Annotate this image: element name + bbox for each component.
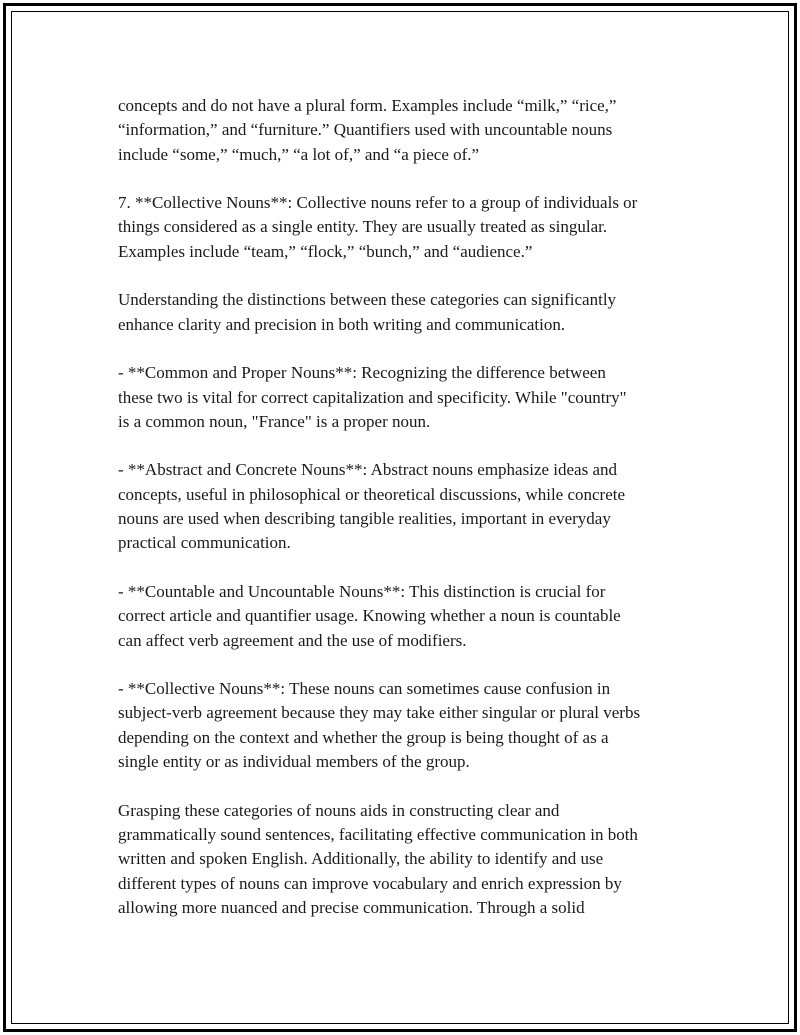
- text-line: single entity or as individual members of the group.: [118, 752, 470, 772]
- text-line: these two is vital for correct capitalization and specificity. While "country": [118, 387, 627, 407]
- text-line: Understanding the distinctions between these categories can significantly: [118, 290, 617, 310]
- text-line: allowing more nuanced and precise communication. Through a solid: [118, 897, 585, 917]
- paragraph-collective-nouns: [118, 191, 698, 264]
- paragraph-abstract-concrete-nouns: [118, 458, 698, 555]
- text-line: - **Common and Proper Nouns**: Recognizing the difference between: [118, 363, 606, 383]
- text-line: can affect verb agreement and the use of modifiers.: [118, 630, 467, 650]
- paragraph-countable-uncountable-nouns: [118, 580, 698, 653]
- text-line: - **Collective Nouns**: These nouns can sometimes cause confusion in: [118, 679, 611, 699]
- paragraph-collective-nouns-agreement: [118, 677, 698, 774]
- paragraph-grasping-categories: [118, 799, 698, 920]
- text-line: depending on the context and whether the group is being thought of as a: [118, 727, 609, 747]
- text-line: - **Abstract and Concrete Nouns**: Abstract nouns emphasize ideas and: [118, 460, 618, 480]
- paragraph-understanding-distinctions: [118, 288, 698, 337]
- text-line: Examples include “team,” “flock,” “bunch,” and “audience.”: [118, 241, 533, 261]
- document-body: [118, 94, 698, 944]
- paragraph-uncountable-nouns-continued: [118, 94, 698, 167]
- text-line: subject-verb agreement because they may take either singular or plural verbs: [118, 703, 641, 723]
- text-line: 7. **Collective Nouns**: Collective nouns refer to a group of individuals or: [118, 193, 638, 213]
- text-line: practical communication.: [118, 533, 291, 553]
- text-line: - **Countable and Uncountable Nouns**: This distinction is crucial for: [118, 581, 606, 601]
- text-line: is a common noun, "France" is a proper noun.: [118, 411, 431, 431]
- text-line: nouns are used when describing tangible realities, important in everyday: [118, 509, 611, 529]
- text-line: concepts and do not have a plural form. Examples include “milk,” “rice,”: [118, 96, 617, 115]
- text-line: enhance clarity and precision in both writing and communication.: [118, 314, 566, 334]
- text-line: “information,” and “furniture.” Quantifiers used with uncountable nouns: [118, 120, 613, 140]
- text-line: include “some,” “much,” “a lot of,” and “a piece of.”: [118, 144, 480, 164]
- paragraph-common-proper-nouns: [118, 361, 698, 434]
- text-line: grammatically sound sentences, facilitating effective communication in both: [118, 824, 638, 844]
- text-line: correct article and quantifier usage. Knowing whether a noun is countable: [118, 606, 621, 626]
- text-line: concepts, useful in philosophical or theoretical discussions, while concrete: [118, 484, 626, 504]
- text-line: different types of nouns can improve vocabulary and enrich expression by: [118, 873, 622, 893]
- text-line: Grasping these categories of nouns aids in constructing clear and: [118, 800, 560, 820]
- text-line: written and spoken English. Additionally, the ability to identify and use: [118, 849, 604, 869]
- text-line: things considered as a single entity. They are usually treated as singular.: [118, 217, 608, 237]
